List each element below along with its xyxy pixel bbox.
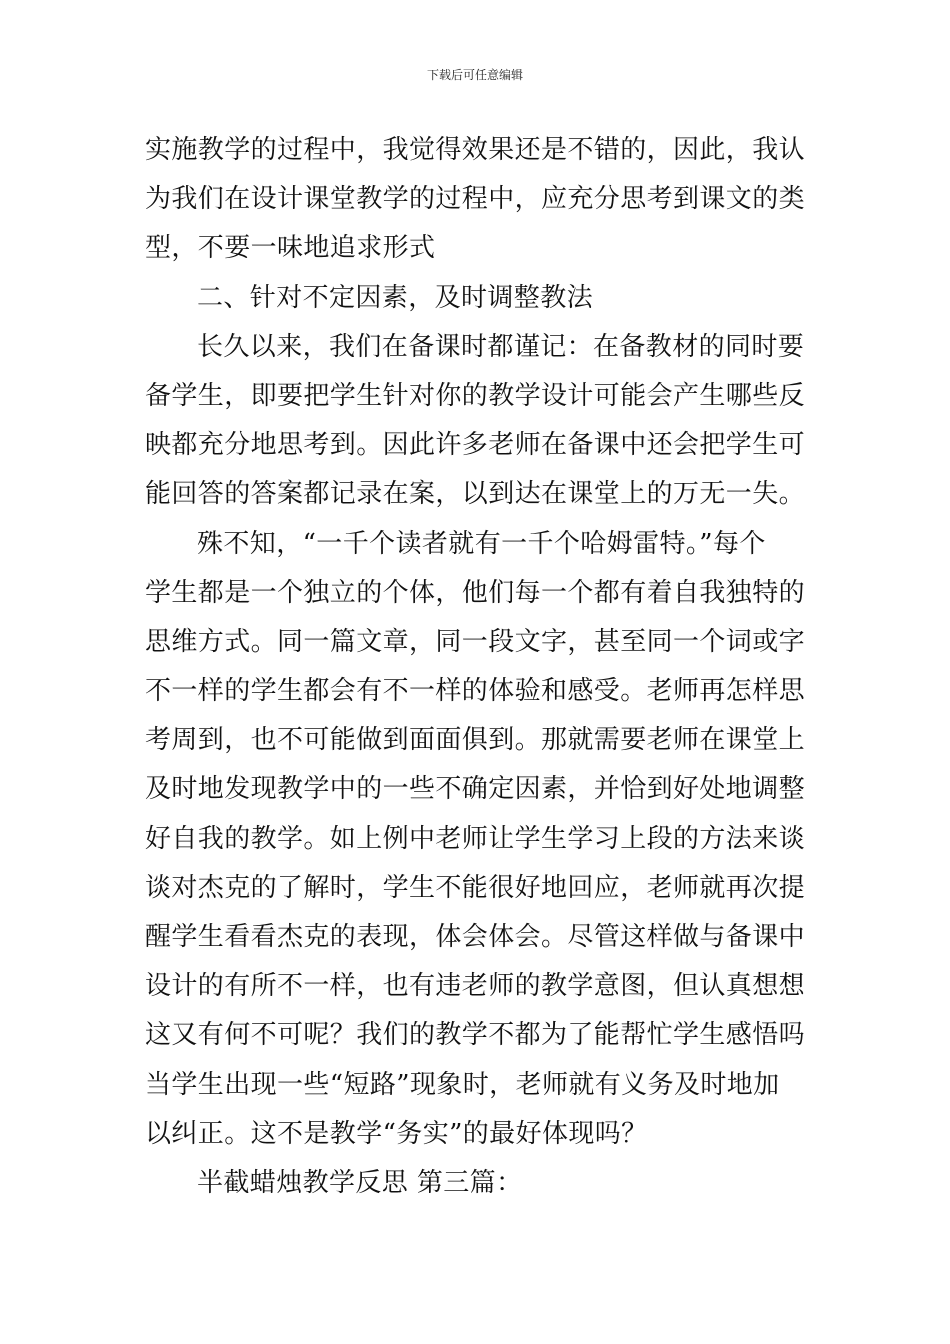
document-body <box>145 126 810 1208</box>
text-line: 这又有何不可呢？我们的教学不都为了能帮忙学生感悟吗 <box>145 1020 806 1051</box>
text-line: 长久以来，我们在备课时都谨记：在备教材的同时要 <box>197 331 805 362</box>
text-line: 及时地发现教学中的一些不确定因素，并恰到好处地调整 <box>145 774 806 805</box>
text-line: 型，不要一味地追求形式 <box>145 233 436 264</box>
text-line: 思维方式。同一篇文章，同一段文字，甚至同一个词或字 <box>145 626 806 657</box>
text-line: 学生都是一个独立的个体，他们每一个都有着自我独特的 <box>145 577 806 608</box>
text-line: 殊不知，“一千个读者就有一千个哈姆雷特。”每个 <box>197 528 766 559</box>
text-line: 半截蜡烛教学反思 第三篇： <box>197 1167 523 1198</box>
text-line: 二、针对不定因素，及时调整教法 <box>197 282 594 313</box>
text-line: 考周到，也不可能做到面面俱到。那就需要老师在课堂上 <box>145 725 806 756</box>
text-line: 设计的有所不一样，也有违老师的教学意图，但认真想想 <box>145 971 806 1002</box>
text-line: 当学生出现一些“短路”现象时，老师就有义务及时地加 <box>145 1069 780 1100</box>
text-line: 不一样的学生都会有不一样的体验和感受。老师再怎样思 <box>145 676 806 707</box>
text-line: 为我们在设计课堂教学的过程中，应充分思考到课文的类 <box>145 184 806 215</box>
text-line: 好自我的教学。如上例中老师让学生学习上段的方法来谈 <box>145 823 806 854</box>
text-line: 谈对杰克的了解时，学生不能很好地回应，老师就再次提 <box>145 872 806 903</box>
text-line: 以纠正。这不是教学“务实”的最好体现吗？ <box>145 1118 648 1149</box>
page-header: 下载后可任意编辑 <box>426 68 523 82</box>
text-line: 实施教学的过程中，我觉得效果还是不错的，因此，我认 <box>145 135 806 165</box>
text-line: 映都充分地思考到。因此许多老师在备课中还会把学生可 <box>145 430 806 461</box>
text-line: 能回答的答案都记录在案，以到达在课堂上的万无一失。 <box>145 479 806 510</box>
text-line: 备学生，即要把学生针对你的教学设计可能会产生哪些反 <box>145 380 806 411</box>
text-line: 醒学生看看杰克的表现，体会体会。尽管这样做与备课中 <box>145 922 806 952</box>
